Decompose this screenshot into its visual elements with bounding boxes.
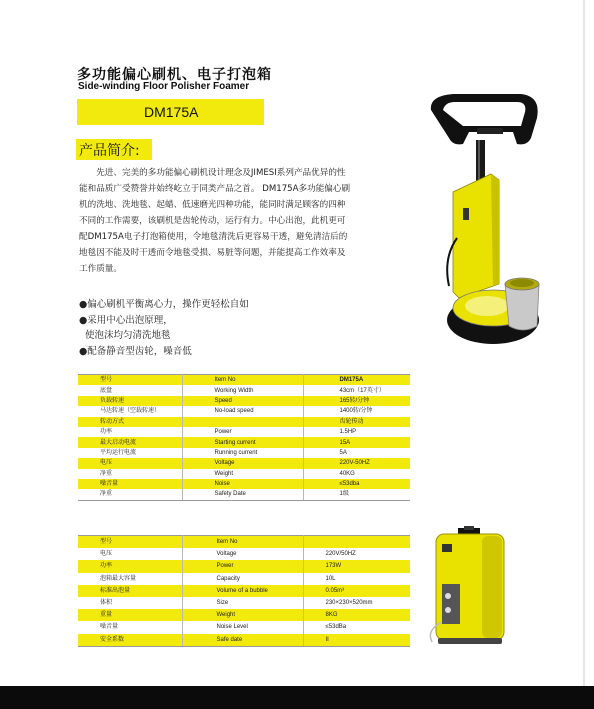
spec-value: 40KG [303, 469, 410, 479]
table-row [78, 585, 410, 597]
feature-list [79, 297, 359, 359]
model-label: DM175A [144, 104, 199, 120]
spec-label-cn: 噪音量 [78, 621, 182, 633]
feature-item: 使泡沫均匀清洗地毯 [85, 330, 171, 341]
feature-item: ●偏心刷机平衡离心力，操作更轻松自如 [79, 299, 249, 310]
spec-value: 齿轮传动 [303, 417, 410, 427]
table-row [78, 469, 410, 479]
table-row [78, 548, 410, 560]
spec-value: 220V/50HZ [303, 548, 410, 560]
spec-value: 1.5HP [303, 427, 410, 437]
spec-label-cn: 平均运行电流 [78, 448, 182, 458]
spec-label-cn: 转动方式 [78, 417, 182, 427]
model-banner [77, 99, 264, 125]
spec-value: II [303, 634, 410, 647]
spec-value: 15A [303, 437, 410, 447]
feature-item: ●配备静音型齿轮，噪音低 [79, 345, 192, 357]
product-description: 先进、完美的多功能偏心刷机设计理念及JIMESI系列产品优异的性能和品质广受赞誉并始终屹立于同类产品之首。 DM175A多功能偏心刷机的洗地、洗地毯、起蜡、低速磨光四种功能，能同时满足顾客的四种不同的工作需要，该刷机是齿轮传动，运行有力。中心出泡，此机更可配DM175A电子打泡箱使用，令地毯清洗后更容易干透，避免清洁后的地毯因不能及时干透而令地毯受损、易脏等问题，并能提高工作效率及工作质量。 [79, 168, 351, 274]
spec-value: 1400转/分钟 [303, 406, 410, 416]
spec-label-en: Voltage [182, 548, 303, 560]
spec-label-en: Voltage [182, 458, 303, 468]
spec-label-en: Item No [182, 375, 303, 386]
table-row [78, 536, 410, 549]
floor-polisher-image [413, 88, 573, 356]
spec-label-cn: 电压 [78, 548, 182, 560]
spec-label-cn: 马达转速（空载转速） [78, 406, 182, 416]
spec-label-cn: 安全系数 [78, 634, 182, 647]
spec-label-cn: 型号 [78, 536, 182, 549]
spec-label-en: Working Width [182, 385, 303, 395]
spec-label-en: Starting current [182, 437, 303, 447]
product-title: 多功能偏心刷机、电子打泡箱 [77, 67, 272, 83]
spec-label-en: Noise [182, 479, 303, 489]
feature-item: ●采用中心出泡原理， [79, 314, 173, 326]
foamer-spec-table [78, 535, 410, 647]
table-row [78, 375, 410, 386]
spec-label-cn: 型号 [78, 375, 182, 386]
spec-label-en: Item No [182, 536, 303, 549]
table-row [78, 597, 410, 609]
table-row [78, 406, 410, 416]
intro-heading-banner [76, 139, 152, 160]
table-row [78, 489, 410, 500]
spec-label-en: Weight [182, 609, 303, 621]
spec-value: 1级 [303, 489, 410, 500]
intro-heading: 产品简介: [79, 143, 140, 159]
spec-value: 8KG [303, 609, 410, 621]
spec-value: DM175A [303, 375, 410, 386]
spec-label-en: Weight [182, 469, 303, 479]
spec-label-en [182, 417, 303, 427]
table-row [78, 417, 410, 427]
spec-label-cn: 泡箱最大容量 [78, 573, 182, 585]
spec-label-en: Power [182, 427, 303, 437]
spec-label-cn: 电压 [78, 458, 182, 468]
spec-value: 5A [303, 448, 410, 458]
spec-value: 43cm（17英寸） [303, 385, 410, 395]
table-row [78, 573, 410, 585]
spec-value: 10L [303, 573, 410, 585]
table-row [78, 385, 410, 395]
spec-label-cn: 功率 [78, 427, 182, 437]
spec-label-cn: 底盘 [78, 385, 182, 395]
right-edge-line [583, 0, 585, 686]
spec-value: 173W [303, 560, 410, 572]
table-row [78, 396, 410, 406]
table-row [78, 560, 410, 572]
table-row [78, 448, 410, 458]
product-subtitle: Side-winding Floor Polisher Foamer [78, 81, 250, 92]
spec-label-en: Power [182, 560, 303, 572]
spec-label-cn: 重量 [78, 609, 182, 621]
spec-label-en: Running current [182, 448, 303, 458]
spec-label-cn: 最大启动电流 [78, 437, 182, 447]
spec-value: 0.05m³ [303, 585, 410, 597]
spec-value: 230×230×520mm [303, 597, 410, 609]
spec-label-en: Safety Date [182, 489, 303, 500]
bottom-bar [0, 686, 594, 709]
spec-label-en: Safe date [182, 634, 303, 647]
spec-value: 220V-50HZ [303, 458, 410, 468]
spec-label-cn: 体积 [78, 597, 182, 609]
spec-label-en: Volume of a bubble [182, 585, 303, 597]
table-row [78, 427, 410, 437]
spec-label-en: No-load speed [182, 406, 303, 416]
spec-label-cn: 标准出泡量 [78, 585, 182, 597]
spec-label-cn: 噪音量 [78, 479, 182, 489]
polisher-spec-table [78, 374, 410, 501]
spec-value [303, 536, 410, 549]
table-row [78, 609, 410, 621]
foamer-box-image [420, 526, 520, 650]
spec-value: ≤53dBa [303, 621, 410, 633]
spec-label-en: Size [182, 597, 303, 609]
spec-label-en: Capacity [182, 573, 303, 585]
spec-label-en: Noise Level [182, 621, 303, 633]
table-row [78, 458, 410, 468]
spec-label-cn: 功率 [78, 560, 182, 572]
spec-label-cn: 负载转速 [78, 396, 182, 406]
table-row [78, 437, 410, 447]
table-row [78, 621, 410, 633]
table-row [78, 634, 410, 647]
spec-label-en: Speed [182, 396, 303, 406]
table-row [78, 479, 410, 489]
spec-label-cn: 净重 [78, 489, 182, 500]
spec-value: 165转/分钟 [303, 396, 410, 406]
spec-value: ≤53dba [303, 479, 410, 489]
spec-label-cn: 净重 [78, 469, 182, 479]
